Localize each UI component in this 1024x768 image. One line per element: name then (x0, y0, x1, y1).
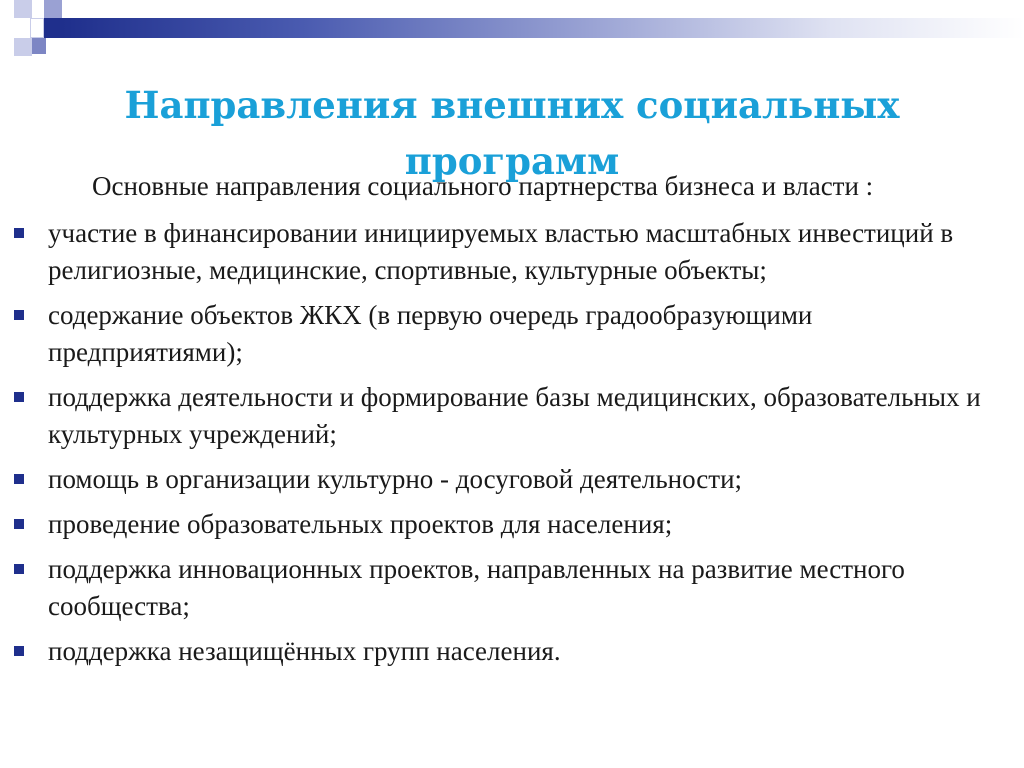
list-item (10, 297, 1000, 371)
list-item (10, 379, 1000, 453)
decor-square (44, 18, 62, 38)
decor-square (30, 18, 44, 38)
square-bullet-icon (14, 646, 24, 656)
list-item-text: помощь в организации культурно - досуговой деятельности; (48, 464, 743, 494)
directions-list (10, 215, 1000, 670)
header-gradient-bar (62, 18, 1024, 38)
slide-body (10, 168, 1000, 678)
square-bullet-icon (14, 474, 24, 484)
list-item-text: поддержка незащищённых групп населения. (48, 636, 561, 666)
list-item (10, 215, 1000, 289)
list-item-text: поддержка инновационных проектов, направленных на развитие местного сообщества; (48, 554, 905, 621)
list-item (10, 551, 1000, 625)
square-bullet-icon (14, 228, 24, 238)
decor-square (44, 0, 62, 18)
list-item (10, 506, 1000, 543)
decor-square (14, 38, 32, 56)
list-item (10, 633, 1000, 670)
square-bullet-icon (14, 564, 24, 574)
list-item-text: поддержка деятельности и формирование базы медицинских, образовательных и культурных учреждений; (48, 382, 981, 449)
list-item (10, 461, 1000, 498)
decor-square (14, 0, 32, 18)
decor-square (0, 0, 14, 38)
intro-text: Основные направления социального партнерства бизнеса и власти : (92, 171, 874, 201)
square-bullet-icon (14, 310, 24, 320)
square-bullet-icon (14, 519, 24, 529)
list-item-text: участие в финансировании инициируемых властью масштабных инвестиций в религиозные, медицинские, спортивные, культурные объекты; (48, 218, 954, 285)
decor-square (32, 38, 46, 54)
slide-title: Направления внешних социальных программ (124, 82, 900, 183)
list-item-text: проведение образовательных проектов для населения; (48, 509, 673, 539)
square-bullet-icon (14, 392, 24, 402)
list-item-text: содержание объектов ЖКХ (в первую очередь градообразующими предприятиями); (48, 300, 813, 367)
